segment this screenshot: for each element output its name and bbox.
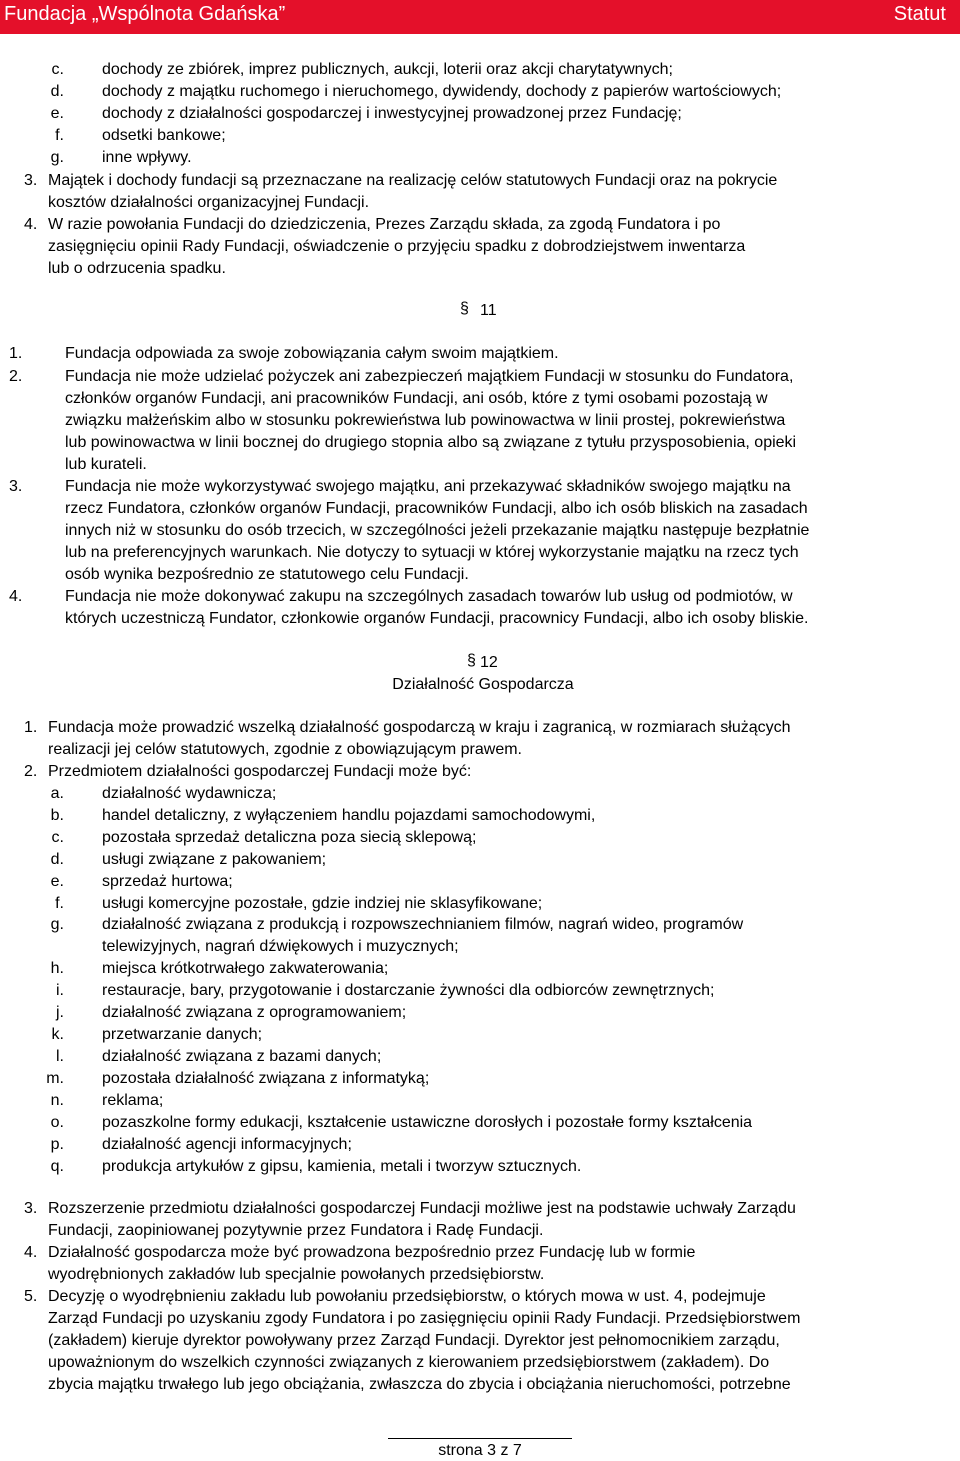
paragraph-line: osób wynika bezpośrednio ze statutowego celu Fundacji. xyxy=(65,566,469,583)
income-item-label: d. xyxy=(50,83,64,100)
income-item-label: c. xyxy=(51,61,64,78)
activity-text: działalność wydawnicza; xyxy=(102,785,277,802)
paragraph-line: Fundacja nie może wykorzystywać swojego majątku, ani przekazywać składników swojego majątku na xyxy=(65,478,791,495)
section-sign: § xyxy=(467,652,476,669)
activity-label: b. xyxy=(50,807,64,824)
paragraph-line: Majątek i dochody fundacji są przeznaczane na realizację celów statutowych Fundacji oraz na pokrycie xyxy=(48,172,778,189)
point-number: 2. xyxy=(24,763,38,780)
activity-text: przetwarzanie danych; xyxy=(102,1026,263,1043)
activity-label: g. xyxy=(50,916,64,933)
activity-text: telewizyjnych, nagrań dźwiękowych i muzycznych; xyxy=(102,938,459,955)
activity-text: produkcja artykułów z gipsu, kamienia, metali i tworzyw sztucznych. xyxy=(102,1158,582,1175)
paragraph-line: lub powinowactwa w linii bocznej do drugiego stopnia albo są związane z tytułu przysposobienia, opieki xyxy=(65,434,797,451)
paragraph-line: innych niż w stosunku do osób trzecich, w szczególności jeżeli przekazanie majątku następuje bezpłatnie xyxy=(65,522,810,539)
paragraph-line: Fundacja nie może udzielać pożyczek ani zabezpieczeń majątkiem Fundacji w stosunku do Fundatora, xyxy=(65,368,794,385)
section-number: 12 xyxy=(480,654,498,671)
paragraph-line: Fundacja może prowadzić wszelką działalność gospodarczą w kraju i zagranicą, w rozmiarach służących xyxy=(48,719,791,736)
activity-label: k. xyxy=(51,1026,64,1043)
paragraph-line: zasięgnięciu opinii Rady Fundacji, oświadczenie o przyjęciu spadku z dobrodziejstwem inwentarza xyxy=(48,238,746,255)
paragraph-line: Zarząd Fundacji po uzyskaniu zgody Fundatora i po zasięgnięciu opinii Rady Fundacji. Przedsiębiorstwem xyxy=(48,1310,801,1327)
activity-text: działalność związana z bazami danych; xyxy=(102,1048,382,1065)
activity-text: działalność związana z oprogramowaniem; xyxy=(102,1004,407,1021)
section-title: Działalność Gospodarcza xyxy=(392,676,574,693)
activity-label: l. xyxy=(56,1048,64,1065)
activity-label: f. xyxy=(55,895,64,912)
paragraph-line: W razie powołania Fundacji do dziedziczenia, Prezes Zarządu składa, za zgodą Fundatora i po xyxy=(48,216,721,233)
paragraph-line: Decyzję o wyodrębnieniu zakładu lub powołaniu przedsiębiorstw, o których mowa w ust. 4, podejmuje xyxy=(48,1288,766,1305)
section-number: 11 xyxy=(480,302,497,319)
paragraph-line: realizacji jej celów statutowych, zgodnie z obowiązującym prawem. xyxy=(48,741,522,758)
income-item-label: f. xyxy=(55,127,64,144)
activity-text: pozostała działalność związana z informatyką; xyxy=(102,1070,430,1087)
activity-text: działalność związana z produkcją i rozpowszechnianiem filmów, nagrań wideo, programów xyxy=(102,916,744,933)
income-item-label: g. xyxy=(50,149,64,166)
paragraph-line: lub na preferencyjnych warunkach. Nie dotyczy to sytuacji w której wykorzystanie majątku na rzecz tych xyxy=(65,544,799,561)
activity-label: m. xyxy=(46,1070,64,1087)
activity-label: n. xyxy=(50,1092,64,1109)
activity-text: handel detaliczny, z wyłączeniem handlu pojazdami samochodowymi, xyxy=(102,807,596,824)
income-item-text: odsetki bankowe; xyxy=(102,127,226,144)
point-number: 3. xyxy=(24,172,38,189)
point-number: 2. xyxy=(9,368,23,385)
paragraph-line: zbycia majątku trwałego lub jego obciążania, zwłaszcza do zbycia i obciążania nieruchomości, potrzebne xyxy=(48,1376,791,1393)
income-item-text: dochody ze zbiórek, imprez publicznych, aukcji, loterii oraz akcji charytatywnych; xyxy=(102,61,673,78)
paragraph-line: rzecz Fundatora, członków organów Fundacji, pracowników Fundacji, albo ich osób bliskich na zasadach xyxy=(65,500,808,517)
activity-text: miejsca krótkotrwałego zakwaterowania; xyxy=(102,960,389,977)
paragraph-line: Działalność gospodarcza może być prowadzona bezpośrednio przez Fundację lub w formie xyxy=(48,1244,696,1261)
paragraph-line: kosztów działalności organizacyjnej Fundacji. xyxy=(48,194,370,211)
point-number: 3. xyxy=(9,478,23,495)
paragraph-line: Fundacja nie może dokonywać zakupu na szczególnych zasadach towarów lub usług od podmiotów, w xyxy=(65,588,793,605)
activity-label: a. xyxy=(50,785,64,802)
footer-divider xyxy=(388,1438,572,1439)
income-item-text: inne wpływy. xyxy=(102,149,192,166)
page-number: strona 3 z 7 xyxy=(438,1442,522,1459)
activity-text: reklama; xyxy=(102,1092,164,1109)
paragraph-line: upoważnionym do wszelkich czynności związanych z kierowaniem przedsiębiorstwem (zakładem). Do xyxy=(48,1354,770,1371)
activity-label: q. xyxy=(50,1158,64,1175)
paragraph-line: (zakładem) kieruje dyrektor powoływany przez Zarząd Fundacji. Dyrektor jest pełnomocnikiem zarządu, xyxy=(48,1332,780,1349)
header-document-type: Statut xyxy=(893,3,946,25)
paragraph-line: lub kurateli. xyxy=(65,456,147,473)
point-number: 4. xyxy=(24,216,38,233)
activity-label: d. xyxy=(50,851,64,868)
paragraph-line: lub o odrzucenia spadku. xyxy=(48,260,226,277)
paragraph-line: Przedmiotem działalności gospodarczej Fundacji może być: xyxy=(48,763,472,780)
activity-text: sprzedaż hurtowa; xyxy=(102,873,233,890)
point-number: 4. xyxy=(9,588,23,605)
activity-text: restauracje, bary, przygotowanie i dostarczanie żywności dla odbiorców zewnętrznych; xyxy=(102,982,715,999)
activity-label: o. xyxy=(50,1114,64,1131)
activity-label: p. xyxy=(50,1136,64,1153)
header-foundation-name: Fundacja „Wspólnota Gdańska” xyxy=(4,3,286,25)
income-item-text: dochody z majątku ruchomego i nieruchomego, dywidendy, dochody z papierów wartościowych; xyxy=(102,83,782,100)
point-number: 5. xyxy=(24,1288,38,1305)
income-item-text: dochody z działalności gospodarczej i inwestycyjnej prowadzonej przez Fundację; xyxy=(102,105,682,122)
activity-text: pozaszkolne formy edukacji, kształcenie ustawiczne dorosłych i pozostałe formy kształcenia xyxy=(102,1114,753,1131)
activity-text: usługi związane z pakowaniem; xyxy=(102,851,327,868)
point-number: 1. xyxy=(24,719,38,736)
paragraph-line: związku małżeńskim albo w stosunku pokrewieństwa lub powinowactwa w linii prostej, pokrewieństwa xyxy=(65,412,786,429)
income-item-label: e. xyxy=(50,105,64,122)
activity-label: h. xyxy=(50,960,64,977)
activity-text: usługi komercyjne pozostałe, gdzie indziej nie sklasyfikowane; xyxy=(102,895,543,912)
paragraph-line: których uczestniczą Fundator, członkowie organów Fundacji, pracownicy Fundacji, albo ich osoby bliskie. xyxy=(65,610,809,627)
activity-label: j. xyxy=(56,1004,64,1021)
point-number: 3. xyxy=(24,1200,38,1217)
paragraph-line: członków organów Fundacji, ani pracowników Fundacji, ani osób, które z tymi osobami pozostają w xyxy=(65,390,768,407)
activity-text: działalność agencji informacyjnych; xyxy=(102,1136,352,1153)
point-number: 1. xyxy=(9,345,23,362)
point-number: 4. xyxy=(24,1244,38,1261)
paragraph-line: wyodrębnionych zakładów lub specjalnie powołanych przedsiębiorstw. xyxy=(48,1266,545,1283)
paragraph-line: Fundacji, zaopiniowanej pozytywnie przez Fundatora i Radę Fundacji. xyxy=(48,1222,544,1239)
activity-label: e. xyxy=(50,873,64,890)
paragraph-line: Rozszerzenie przedmiotu działalności gospodarczej Fundacji możliwe jest na podstawie uchwały Zarządu xyxy=(48,1200,796,1217)
activity-text: pozostała sprzedaż detaliczna poza siecią sklepową; xyxy=(102,829,477,846)
activity-label: i. xyxy=(56,982,64,999)
paragraph-line: Fundacja odpowiada za swoje zobowiązania całym swoim majątkiem. xyxy=(65,345,559,362)
activity-label: c. xyxy=(51,829,64,846)
section-sign: § xyxy=(460,300,469,317)
